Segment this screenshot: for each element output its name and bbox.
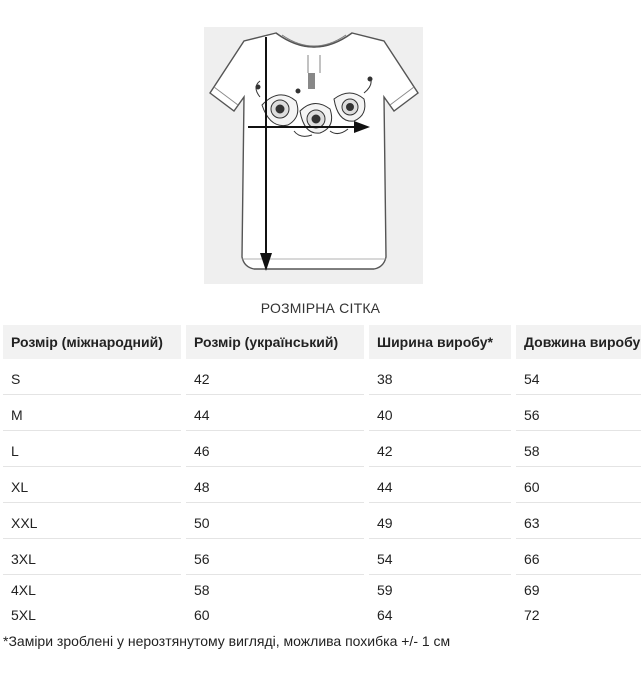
cell-ua-size: 60 <box>194 607 210 623</box>
cell-width: 59 <box>377 582 393 598</box>
cell-width: 40 <box>369 400 511 431</box>
cell-length: 69 <box>524 582 540 598</box>
table-row <box>3 580 641 600</box>
cell-ua-size: 56 <box>186 544 364 575</box>
table-row <box>3 605 641 625</box>
table-row <box>3 544 641 575</box>
cell-ua-size: 48 <box>186 472 364 503</box>
table-row <box>3 364 641 395</box>
header-intl-size: Розмір (міжнародний) <box>3 325 181 359</box>
table-row <box>3 472 641 503</box>
cell-ua-size: 46 <box>186 436 364 467</box>
cell-width: 64 <box>377 607 393 623</box>
measurement-footnote: *Заміри зроблені у нерозтянутому вигляді, можлива похибка +/- 1 см <box>3 633 451 649</box>
cell-intl-size: M <box>3 400 181 431</box>
cell-intl-size: XL <box>3 472 181 503</box>
cell-length: 54 <box>516 364 641 395</box>
size-chart-title: РОЗМІРНА СІТКА <box>260 300 381 316</box>
table-row <box>3 508 641 539</box>
cell-intl-size: 5XL <box>11 607 36 623</box>
cell-ua-size: 42 <box>186 364 364 395</box>
cell-ua-size: 50 <box>186 508 364 539</box>
cell-length: 72 <box>524 607 540 623</box>
cell-width: 54 <box>369 544 511 575</box>
cell-intl-size: S <box>3 364 181 395</box>
cell-intl-size: XXL <box>3 508 181 539</box>
cell-width: 38 <box>369 364 511 395</box>
header-ua-size: Розмір (український) <box>186 325 364 359</box>
header-width: Ширина виробу* <box>369 325 511 359</box>
size-table <box>3 320 641 630</box>
header-length: Довжина виробу <box>516 325 641 359</box>
cell-length: 56 <box>516 400 641 431</box>
cell-length: 66 <box>516 544 641 575</box>
cell-intl-size: L <box>3 436 181 467</box>
cell-width: 49 <box>369 508 511 539</box>
cell-length: 63 <box>516 508 641 539</box>
cell-ua-size: 58 <box>194 582 210 598</box>
cell-width: 44 <box>369 472 511 503</box>
cell-length: 58 <box>516 436 641 467</box>
table-row <box>3 400 641 431</box>
cell-intl-size: 4XL <box>11 582 36 598</box>
cell-width: 42 <box>369 436 511 467</box>
cell-ua-size: 44 <box>186 400 364 431</box>
cell-length: 60 <box>516 472 641 503</box>
cell-intl-size: 3XL <box>3 544 181 575</box>
tshirt-illustration <box>204 27 423 284</box>
table-row <box>3 436 641 467</box>
table-header-row <box>3 325 641 359</box>
